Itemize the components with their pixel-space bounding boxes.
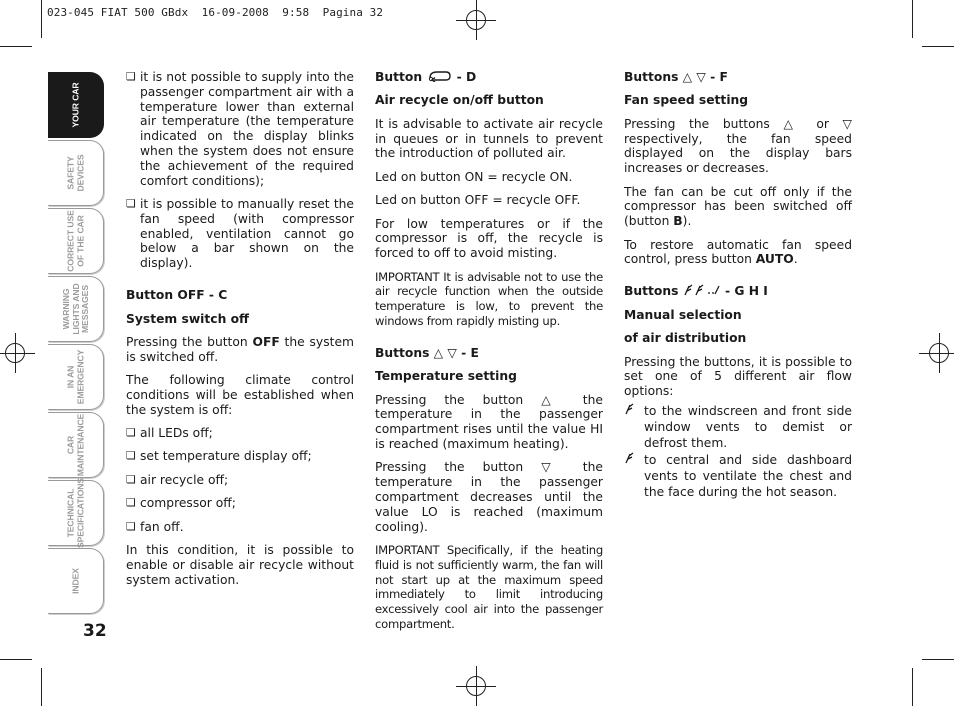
paragraph: For low temperatures or if the compressor is off, the recycle is forced to off to avoid misting. bbox=[375, 216, 603, 261]
list-item bbox=[126, 520, 354, 535]
air-flow-icon bbox=[683, 284, 721, 296]
crop-mark bbox=[912, 0, 913, 38]
tab-label: TECHNICAL SPECIFICATIONS bbox=[65, 477, 85, 549]
section-heading: Button OFF - C bbox=[126, 288, 228, 303]
section-subheading: Air recycle on/off button bbox=[375, 93, 544, 108]
bullet-text: it is not possible to supply into the passenger compartment air with a temperature lower than external air temperature (the temperature indicated on the display blinks when the system does not ensure the achievement of the required comfort conditions); bbox=[140, 70, 354, 188]
checkbox-bullet-icon: ❏ bbox=[126, 196, 136, 210]
paragraph: Led on button OFF = recycle OFF. bbox=[375, 193, 581, 208]
crop-mark bbox=[41, 0, 42, 38]
list-item bbox=[126, 426, 354, 441]
column-3 bbox=[624, 70, 852, 501]
paragraph: Pressing the button OFF the system is switched off. bbox=[126, 334, 354, 364]
tab-maintenance[interactable] bbox=[48, 412, 104, 478]
paragraph: Pressing the buttons △ or ▽ respectively, the fan speed displayed on the display bars increases or decreases. bbox=[624, 116, 852, 176]
tab-index[interactable] bbox=[48, 548, 104, 614]
air-flow-icon bbox=[624, 403, 644, 451]
checkbox-bullet-icon: ❏ bbox=[126, 426, 136, 440]
section-subheading: System switch off bbox=[126, 311, 250, 326]
air-flow-icon bbox=[624, 452, 644, 500]
bullet-text: all LEDs off; bbox=[140, 426, 213, 441]
crop-mark bbox=[0, 46, 32, 47]
checkbox-bullet-icon: ❏ bbox=[126, 496, 136, 510]
list-item bbox=[126, 70, 354, 188]
paragraph: In this condition, it is possible to enable or disable air recycle without system activation. bbox=[126, 543, 354, 587]
button-name: B bbox=[673, 214, 683, 229]
registration-mark bbox=[466, 676, 486, 696]
tab-label: CORRECT USE OF THE CAR bbox=[65, 210, 85, 272]
crop-mark bbox=[41, 668, 42, 706]
section-heading: Buttons △ ▽ - E bbox=[375, 345, 479, 360]
tab-safety-devices[interactable] bbox=[48, 140, 104, 206]
list-item bbox=[624, 403, 852, 451]
paragraph: To restore automatic fan speed control, press button AUTO. bbox=[624, 237, 852, 267]
section-subheading: Fan speed setting bbox=[624, 93, 749, 108]
paragraph: Pressing the buttons, it is possible to set one of 5 different air flow options: bbox=[624, 354, 852, 399]
crop-mark bbox=[922, 659, 954, 660]
paragraph: The fan can be cut off only if the compressor has been switched off (button B). bbox=[624, 184, 852, 229]
paragraph: Pressing the button △ the temperature in the passenger compartment rises until the value HI is reached (maximum heating). bbox=[375, 392, 603, 452]
page-number: 32 bbox=[83, 621, 107, 641]
button-name: OFF bbox=[252, 334, 280, 349]
important-note: IMPORTANT Specifically, if the heating fluid is not sufficiently warm, the fan will not start up at the maximum speed immediately to limit introducing excessively cool air into the passenger compartment. bbox=[375, 543, 603, 632]
bullet-text: set temperature display off; bbox=[140, 449, 312, 464]
checkbox-bullet-icon: ❏ bbox=[126, 70, 136, 83]
registration-mark bbox=[5, 343, 25, 363]
tab-label: YOUR CAR bbox=[69, 82, 80, 128]
tab-emergency[interactable] bbox=[48, 344, 104, 410]
paragraph: Pressing the button ▽ the temperature in the passenger compartment decreases until the value LO is reached (maximum cooling). bbox=[375, 460, 603, 534]
tab-your-car[interactable] bbox=[48, 72, 104, 138]
list-item bbox=[126, 473, 354, 488]
air-recycle-icon bbox=[426, 70, 452, 82]
bullet-text: air recycle off; bbox=[140, 472, 229, 487]
list-item bbox=[126, 197, 354, 271]
list-item bbox=[126, 449, 354, 464]
tab-warning-lights[interactable] bbox=[48, 276, 104, 342]
list-item bbox=[126, 496, 354, 511]
section-subheading: of air distribution bbox=[624, 331, 747, 346]
tab-label: SAFETY DEVICES bbox=[65, 154, 85, 192]
button-name: AUTO bbox=[755, 252, 794, 267]
tab-label: WARNING LIGHTS AND MESSAGES bbox=[60, 283, 90, 335]
paragraph: Led on button ON = recycle ON. bbox=[375, 169, 573, 184]
print-slug: 023-045 FIAT 500 GBdx 16-09-2008 9:58 Pagina 32 bbox=[47, 6, 384, 19]
section-heading: Buttons △ ▽ - F bbox=[624, 70, 728, 84]
tab-label: INDEX bbox=[69, 568, 80, 594]
checkbox-bullet-icon: ❏ bbox=[126, 519, 136, 533]
crop-mark bbox=[0, 659, 32, 660]
bullet-text: it is possible to manually reset the fan speed (with compressor enabled, ventilation cannot go below a bar shown on the display). bbox=[140, 196, 354, 271]
option-text: to the windscreen and front side window vents to demist or defrost them. bbox=[644, 403, 852, 450]
section-subheading: Temperature setting bbox=[375, 369, 517, 384]
section-subheading: Manual selection bbox=[624, 307, 742, 322]
column-2 bbox=[375, 70, 603, 640]
checkbox-bullet-icon: ❏ bbox=[126, 449, 136, 463]
checkbox-bullet-icon: ❏ bbox=[126, 472, 136, 486]
crop-mark bbox=[912, 668, 913, 706]
paragraph: The following climate control conditions will be established when the system is off: bbox=[126, 373, 354, 417]
bullet-text: compressor off; bbox=[140, 496, 236, 511]
tab-label: CAR MAINTENANCE bbox=[65, 413, 85, 477]
paragraph: It is advisable to activate air recycle in queues or in tunnels to prevent the introduction of polluted air. bbox=[375, 116, 603, 161]
tab-correct-use[interactable] bbox=[48, 208, 104, 274]
tab-technical-specs[interactable] bbox=[48, 477, 104, 549]
bullet-text: fan off. bbox=[140, 519, 184, 534]
important-note: IMPORTANT It is advisable not to use the air recycle function when the outside temperature is low, to prevent the windows from rapidly misting up. bbox=[375, 269, 603, 328]
section-heading: Button - D bbox=[375, 70, 477, 84]
column-1 bbox=[126, 70, 354, 596]
crop-mark bbox=[922, 46, 954, 47]
section-heading: Buttons - G H I bbox=[624, 284, 768, 299]
list-item bbox=[624, 452, 852, 500]
tab-label: IN AN EMERGENCY bbox=[65, 349, 85, 405]
option-text: to central and side dashboard vents to ventilate the chest and the face during the hot season. bbox=[644, 452, 852, 499]
registration-mark bbox=[466, 10, 486, 30]
registration-mark bbox=[929, 343, 949, 363]
